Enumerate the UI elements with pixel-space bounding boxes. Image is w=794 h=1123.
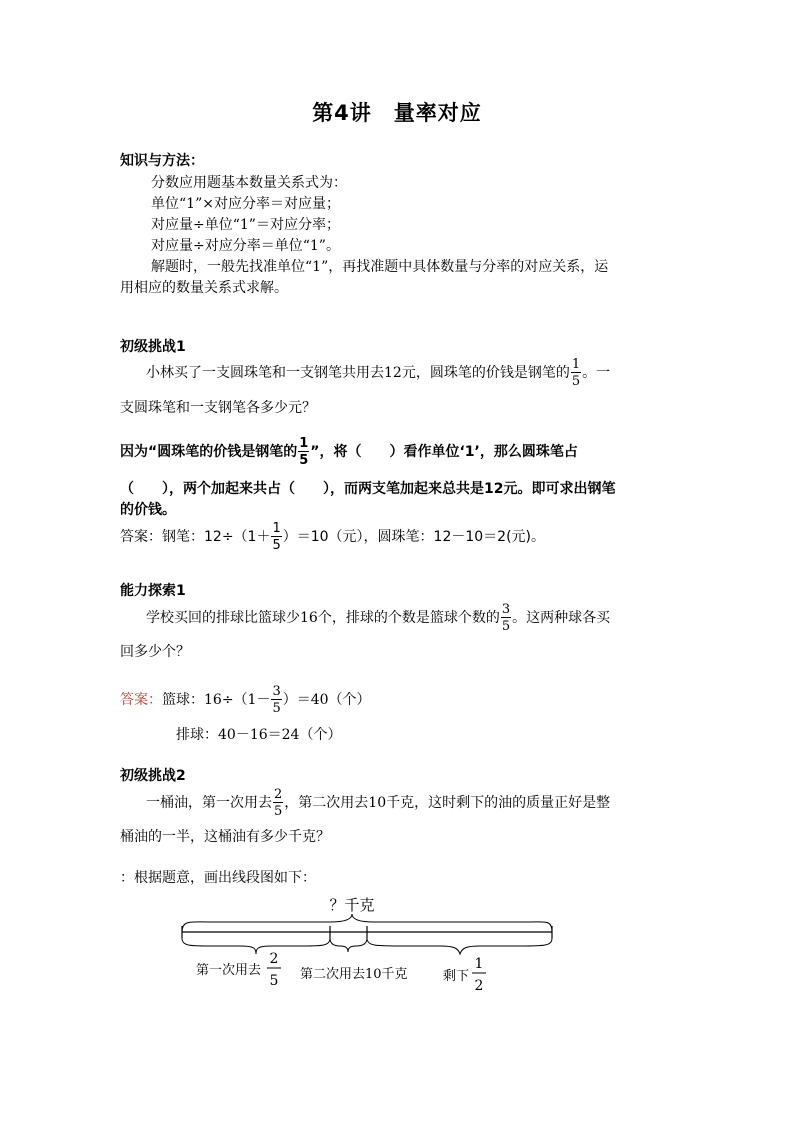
segment-label-3: 剩下: [443, 969, 470, 984]
answer-label: 答案：: [120, 692, 162, 708]
knowledge-line: 对应量÷对应分率＝单位“1”。: [151, 238, 340, 254]
fraction: $\frac{1}{5}$: [571, 357, 581, 389]
segment-brace-2: [330, 938, 367, 952]
line-segment-diagram: [170, 890, 570, 1000]
fraction: $\frac{2}{5}$: [274, 787, 283, 819]
problem-heading: 能力探索1: [120, 583, 186, 599]
problem-heading: 初级挑战2: [120, 768, 186, 784]
problem-hint-line: （ ），两个加起来共占（ ），而两支笔加起来总共是12元。即可求出钢笔: [120, 481, 616, 497]
segment-brace-3: [367, 938, 552, 954]
knowledge-line: 解题时，一般先找准单位“1”，再找准题中具体数量与分率的对应关系，运: [151, 259, 609, 275]
segment-brace-1: [182, 938, 330, 954]
problem-answer: 答案：篮球：16÷（1－ $\frac{3}{5}$ ）＝40（个）: [120, 684, 371, 716]
fraction: $\frac{1}{5}$: [299, 436, 309, 468]
segment-fraction-num: 2: [269, 951, 279, 967]
problem-question-line: 支圆珠笔和一支钢笔各多少元？: [120, 400, 316, 416]
knowledge-line: 分数应用题基本数量关系式为：: [151, 175, 347, 191]
problem-hint-line: 的价钱。: [120, 502, 176, 518]
problem-question: 学校买回的排球比篮球少16个，排球的个数是篮球个数的 $\frac{3}{5}$ 。这两种球各买: [146, 602, 611, 634]
segment-fraction-den: 2: [474, 978, 484, 994]
fraction: $\frac{3}{5}$: [272, 684, 281, 716]
knowledge-heading: 知识与方法：: [120, 153, 204, 169]
problem-question-line: 桶油的一半，这桶油有多少千克？: [120, 829, 330, 845]
problem-answer-line: 排球：40－16＝24（个）: [176, 727, 342, 743]
fraction: $\frac{1}{5}$: [272, 521, 281, 553]
fraction: $\frac{3}{5}$: [501, 602, 511, 634]
problem-heading: 初级挑战1: [120, 339, 186, 355]
knowledge-line: 单位“1”×对应分率＝对应量；: [151, 196, 340, 212]
segment-label-2: 第二次用去10千克: [300, 967, 408, 982]
knowledge-line: 用相应的数量关系式求解。: [120, 280, 288, 296]
diagram-total-label: ？千克: [329, 896, 375, 914]
problem-hint: 因为“圆珠笔的价钱是钢笔的 $\frac{1}{5}$ ”，将（ ）看作单位‘1’，那么圆珠笔占: [120, 436, 578, 468]
page-title: 第4讲 量率对应: [312, 101, 482, 125]
segment-fraction-num: 1: [474, 956, 484, 972]
segment-label-1: 第一次用去: [196, 963, 262, 978]
knowledge-line: 对应量÷单位“1”＝对应分率；: [151, 217, 340, 233]
problem-hint: ：根据题意，画出线段图如下：: [120, 870, 316, 886]
segment-fraction-den: 5: [269, 973, 279, 989]
problem-question: 一桶油，第一次用去 $\frac{2}{5}$ ，第二次用去10千克，这时剩下的油的质量正好是整: [146, 787, 611, 819]
problem-answer: 答案：钢笔：12÷（1＋ $\frac{1}{5}$ ）＝10（元），圆珠笔：12－10＝2(元)。: [120, 521, 546, 553]
problem-question: 小林买了一支圆珠笔和一支钢笔共用去12元，圆珠笔的价钱是钢笔的 $\frac{1}{5}$ 。一: [146, 357, 611, 389]
problem-question-line: 回多少个？: [120, 644, 190, 660]
